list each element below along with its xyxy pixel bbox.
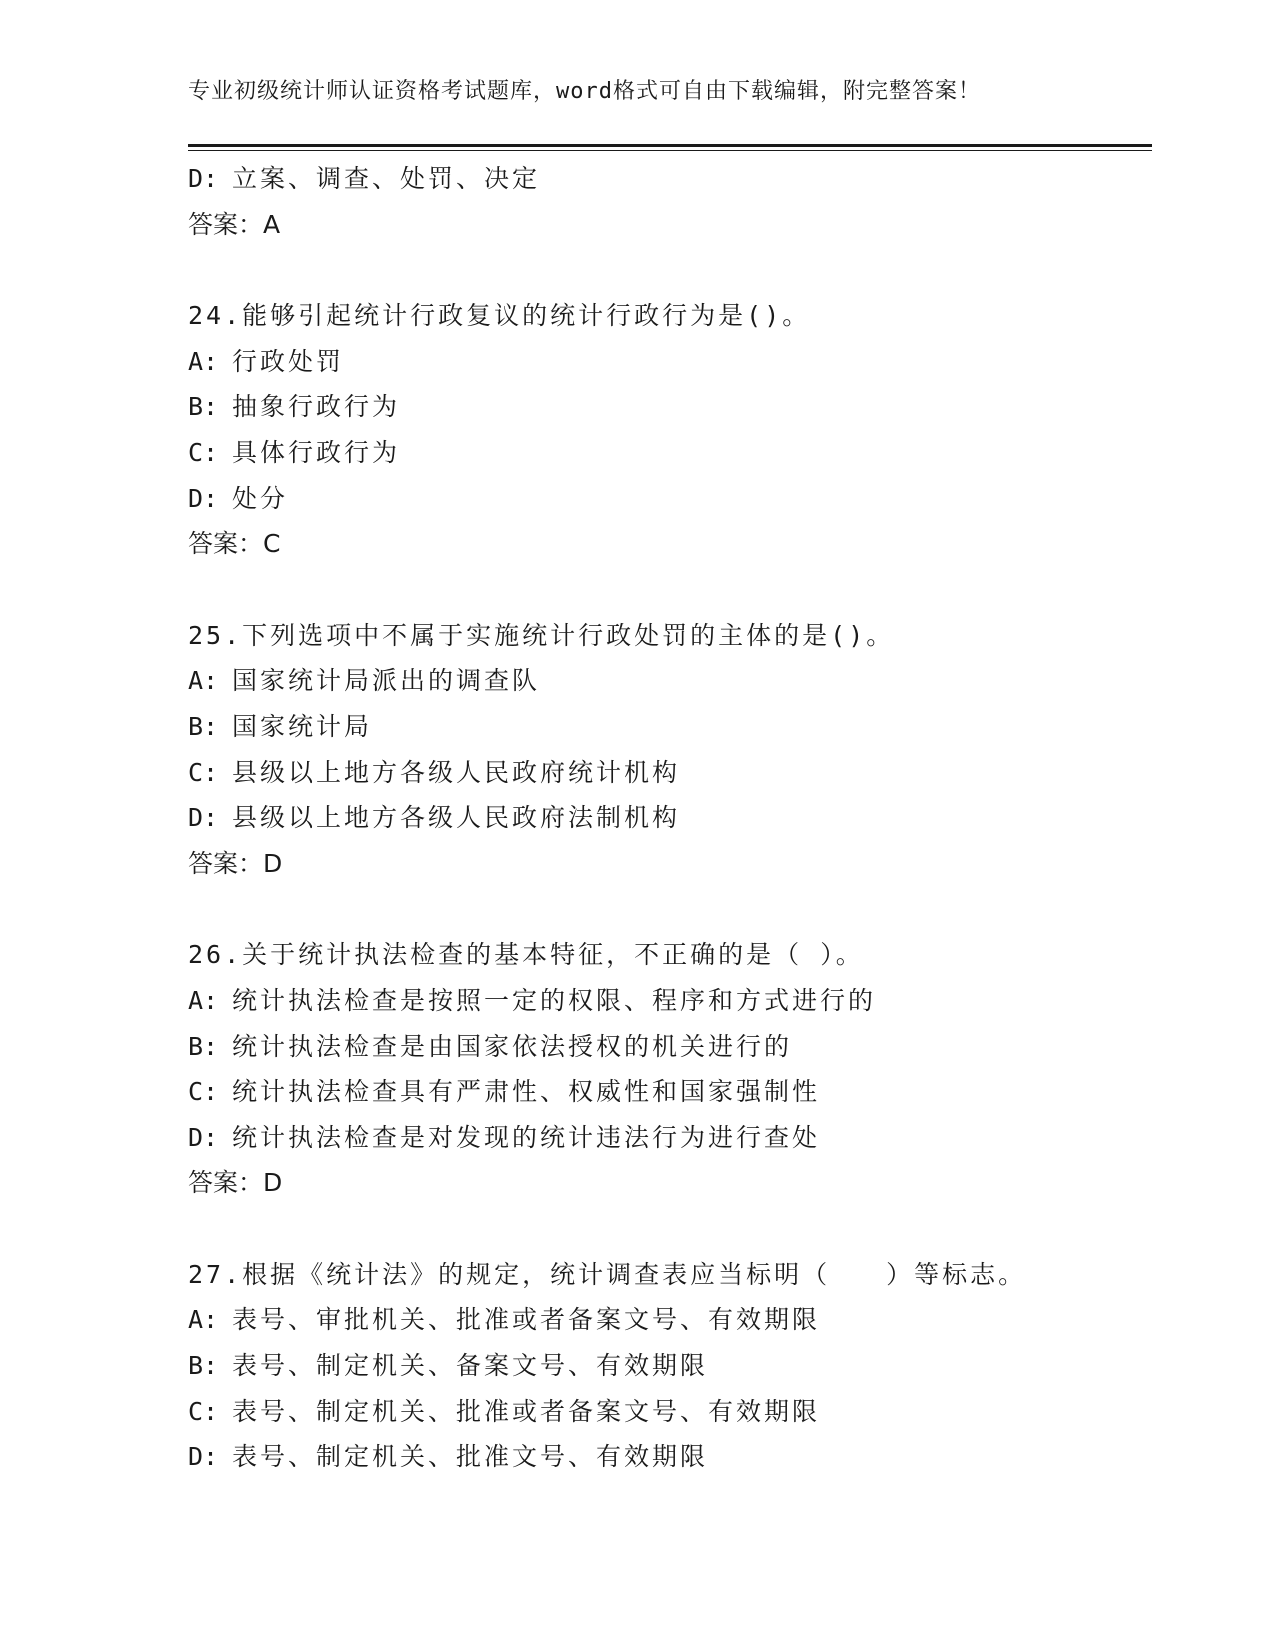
- option-line: [188, 476, 1152, 522]
- option-text: 行政处罚: [232, 346, 345, 376]
- option-letter: D:: [188, 1122, 219, 1152]
- option-text: 表号、审批机关、批准或者备案文号、有效期限: [232, 1305, 821, 1335]
- option-text: 表号、制定机关、批准文号、有效期限: [232, 1442, 709, 1472]
- option-letter: D:: [188, 803, 219, 833]
- option-text: 表号、制定机关、批准或者备案文号、有效期限: [232, 1396, 821, 1426]
- option-letter: A:: [188, 1305, 219, 1335]
- option-line: [188, 430, 1152, 476]
- question-stem: 25.下列选项中不属于实施统计行政处罚的主体的是()。: [188, 620, 895, 650]
- option-text: 抽象行政行为: [232, 392, 401, 422]
- option-letter: C:: [188, 757, 219, 787]
- option-text: 国家统计局: [232, 711, 373, 741]
- option-letter: A:: [188, 985, 219, 1015]
- option-text: 统计执法检查是对发现的统计违法行为进行查处: [232, 1122, 821, 1152]
- option-line: [188, 704, 1152, 750]
- answer-line: 答案：C: [188, 529, 281, 559]
- option-letter: A:: [188, 666, 219, 696]
- option-letter: B:: [188, 1031, 219, 1061]
- question-block: [188, 932, 1152, 1206]
- question-stem: 27.根据《统计法》的规定，统计调查表应当标明（ ）等标志。: [188, 1259, 1027, 1289]
- option-line: [188, 1343, 1152, 1389]
- option-line: [188, 658, 1152, 704]
- option-letter: A:: [188, 346, 219, 376]
- option-text: 县级以上地方各级人民政府法制机构: [232, 803, 681, 833]
- question-block: [188, 293, 1152, 567]
- option-line: [188, 978, 1152, 1024]
- option-text: 县级以上地方各级人民政府统计机构: [232, 757, 681, 787]
- option-letter: C:: [188, 1396, 219, 1426]
- option-line: [188, 1434, 1152, 1480]
- question-stem: 24.能够引起统计行政复议的统计行政行为是()。: [188, 301, 811, 331]
- header-divider-thin: [188, 150, 1152, 151]
- option-letter: B:: [188, 392, 219, 422]
- option-line: [188, 156, 1152, 202]
- option-line: [188, 750, 1152, 796]
- option-text: 具体行政行为: [232, 437, 401, 467]
- option-text: 表号、制定机关、备案文号、有效期限: [232, 1351, 709, 1381]
- option-line: [188, 1297, 1152, 1343]
- question-stem: 26.关于统计执法检查的基本特征，不正确的是（ ）。: [188, 940, 864, 970]
- page-header: 专业初级统计师认证资格考试题库，word格式可自由下载编辑，附完整答案！: [188, 79, 981, 104]
- option-letter: B:: [188, 1351, 219, 1381]
- option-letter: D:: [188, 1442, 219, 1472]
- option-line: [188, 1389, 1152, 1435]
- option-line: [188, 339, 1152, 385]
- option-text: 统计执法检查是按照一定的权限、程序和方式进行的: [232, 985, 877, 1015]
- answer-line: 答案：A: [188, 209, 281, 239]
- option-line: [188, 795, 1152, 841]
- question-list: [188, 156, 1152, 1480]
- option-line: [188, 1024, 1152, 1070]
- option-letter: B:: [188, 711, 219, 741]
- option-line: [188, 1069, 1152, 1115]
- option-text: 立案、调查、处罚、决定: [232, 164, 541, 193]
- option-text: 国家统计局派出的调查队: [232, 666, 541, 696]
- option-line: [188, 384, 1152, 430]
- option-letter: D:: [188, 164, 219, 193]
- question-block: [188, 1252, 1152, 1480]
- header-divider-thick: [188, 144, 1152, 147]
- option-line: [188, 1115, 1152, 1161]
- answer-line: 答案：D: [188, 848, 283, 878]
- question-block: [188, 613, 1152, 887]
- option-letter: C:: [188, 1077, 219, 1107]
- option-text: 统计执法检查是由国家依法授权的机关进行的: [232, 1031, 793, 1061]
- option-text: 统计执法检查具有严肃性、权威性和国家强制性: [232, 1077, 821, 1107]
- answer-line: 答案：D: [188, 1168, 283, 1198]
- option-letter: C:: [188, 437, 219, 467]
- option-text: 处分: [232, 483, 289, 513]
- option-letter: D:: [188, 483, 219, 513]
